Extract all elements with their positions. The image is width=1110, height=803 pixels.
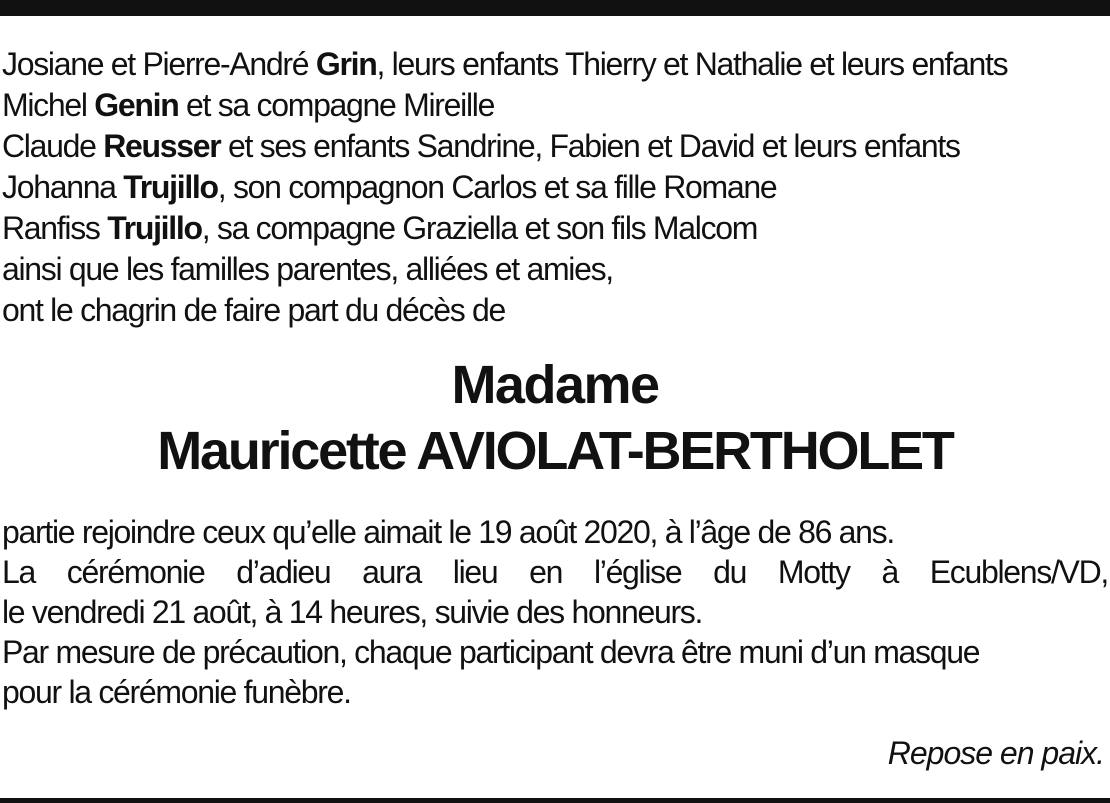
family-line-genin — [2, 85, 1108, 126]
family-line-text: et ses enfants Sandrine, Fabien et David et leurs enfants — [220, 128, 960, 164]
deceased-name-block — [0, 350, 1110, 482]
family-line-text: , sa compagne Graziella et son fils Malcom — [201, 210, 758, 246]
family-announcement — [2, 44, 1108, 331]
ceremony-date-line: le vendredi 21 août, à 14 heures, suivie des honneurs. — [2, 594, 703, 630]
family-line-trujillo-ranfiss — [2, 208, 1108, 249]
ceremony-location-line: La cérémonie d’adieu aura lieu en l’église du Motty à Ecublens/VD, — [2, 554, 1108, 590]
family-surname: Grin — [315, 46, 377, 82]
family-line-text: , leurs enfants Thierry et Nathalie et leurs enfants — [376, 46, 1008, 82]
family-line-text: Johanna — [2, 169, 124, 205]
family-line-grin — [2, 44, 1108, 85]
family-line-text: et sa compagne Mireille — [178, 87, 495, 123]
family-surname: Reusser — [103, 128, 221, 164]
deceased-honorific: Madame — [451, 355, 659, 415]
death-date-line: partie rejoindre ceux qu’elle aimait le 19 août 2020, à l’âge de 86 ans. — [2, 514, 894, 550]
bottom-border-rule — [0, 798, 1110, 803]
family-line-text: Claude — [2, 128, 104, 164]
mask-notice-line: Par mesure de précaution, chaque participant devra être muni d’un masque — [2, 634, 980, 670]
extended-family-line: ainsi que les familles parentes, alliées et amies, — [2, 251, 613, 287]
family-surname: Genin — [94, 87, 179, 123]
ceremony-details — [2, 512, 1108, 712]
announcement-line: ont le chagrin de faire part du décès de — [2, 292, 506, 328]
family-line-text: Ranfiss — [2, 210, 108, 246]
closing-phrase: Repose en paix. — [887, 735, 1104, 771]
family-surname: Trujillo — [107, 210, 202, 246]
family-line-reusser — [2, 126, 1108, 167]
family-line-text: , son compagnon Carlos et sa fille Romane — [217, 169, 777, 205]
family-line-text: Josiane et Pierre-André — [2, 46, 316, 82]
family-line-trujillo-johanna — [2, 167, 1108, 208]
family-surname: Trujillo — [123, 169, 218, 205]
family-line-text: Michel — [2, 87, 95, 123]
mask-notice-line-end: pour la cérémonie funèbre. — [2, 674, 351, 710]
deceased-full-name: Mauricette AVIOLAT-BERTHOLET — [157, 421, 953, 481]
top-border-rule — [0, 0, 1110, 16]
